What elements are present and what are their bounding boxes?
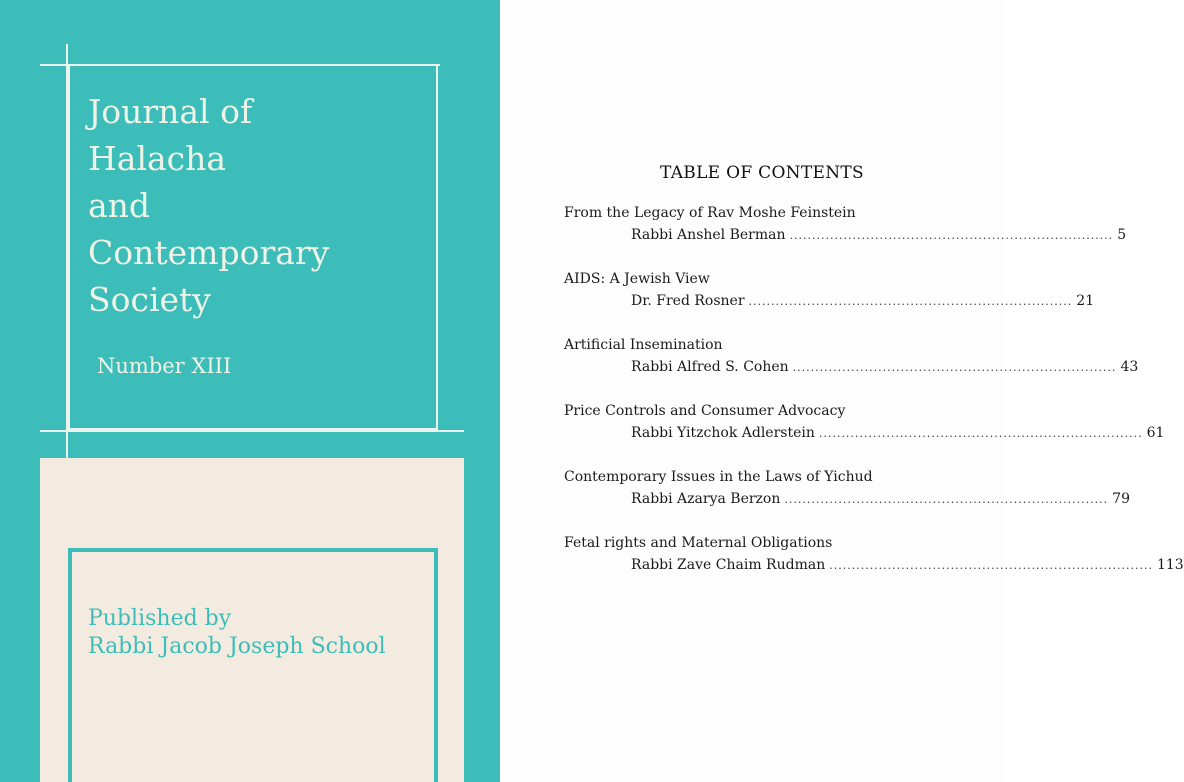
table-of-contents-page	[500, 0, 1184, 782]
cover-rule-horizontal-top	[40, 64, 440, 66]
toc-entry-page: 79	[1112, 491, 1130, 507]
toc-entry-title: Artificial Insemination	[564, 337, 723, 353]
toc-entry-author-line	[631, 422, 1165, 444]
cover-title-line: and	[88, 186, 151, 225]
cover-title-line: Society	[88, 280, 211, 319]
toc-entry-page: 5	[1117, 227, 1127, 243]
toc-heading: TABLE OF CONTENTS	[660, 163, 864, 183]
toc-entry	[564, 400, 1165, 444]
toc-leader-dots: ........................................................................	[818, 427, 1143, 440]
cover-cream-frame	[68, 548, 438, 782]
toc-entry-author: Dr. Fred Rosner	[631, 293, 745, 309]
journal-cover	[0, 0, 500, 782]
toc-entry-author: Rabbi Yitzchok Adlerstein	[631, 425, 815, 441]
toc-entry-page: 113	[1156, 557, 1184, 573]
toc-leader-dots: ........................................................................	[829, 559, 1153, 572]
toc-leader-dots: ........................................................................	[784, 493, 1109, 506]
toc-entry-page: 21	[1076, 293, 1095, 309]
toc-entry-author-line	[631, 488, 1130, 510]
publisher-line: Published by	[88, 606, 232, 631]
toc-entry-title: From the Legacy of Rav Moshe Feinstein	[564, 205, 856, 221]
toc-entry-author: Rabbi Azarya Berzon	[631, 491, 781, 507]
toc-entry-page: 43	[1120, 359, 1139, 375]
toc-entry	[564, 202, 1127, 246]
toc-entry-author-line	[631, 356, 1139, 378]
toc-leader-dots: ........................................................................	[789, 229, 1114, 242]
toc-entry	[564, 466, 1130, 510]
toc-entry-author: Rabbi Zave Chaim Rudman	[631, 557, 826, 573]
publisher-block	[88, 605, 386, 661]
toc-entry-title: AIDS: A Jewish View	[564, 271, 710, 287]
toc-entry-page: 61	[1146, 425, 1165, 441]
cover-title	[88, 88, 428, 323]
toc-leader-dots: ........................................................................	[792, 361, 1117, 374]
cover-title-line: Halacha	[88, 139, 227, 178]
cover-title-line: Journal of	[88, 92, 253, 131]
toc-entry-author-line	[631, 290, 1095, 312]
toc-entry-author-line	[631, 224, 1127, 246]
cover-rule-horizontal-mid	[40, 430, 464, 432]
toc-leader-dots: ........................................................................	[748, 295, 1073, 308]
issue-number: Number XIII	[97, 354, 232, 378]
toc-entry-author: Rabbi Alfred S. Cohen	[631, 359, 789, 375]
toc-entry	[564, 334, 1139, 378]
publisher-line: Rabbi Jacob Joseph School	[88, 634, 386, 659]
toc-entry-author-line	[631, 554, 1184, 576]
toc-entry-title: Contemporary Issues in the Laws of Yichud	[564, 469, 873, 485]
toc-entry-title: Price Controls and Consumer Advocacy	[564, 403, 846, 419]
toc-entry-author: Rabbi Anshel Berman	[631, 227, 786, 243]
cover-rule-vertical-left	[66, 44, 68, 458]
cover-title-line: Contemporary	[88, 233, 330, 272]
toc-entry-title: Fetal rights and Maternal Obligations	[564, 535, 833, 551]
toc-entry	[564, 268, 1095, 312]
toc-entry	[564, 532, 1184, 576]
